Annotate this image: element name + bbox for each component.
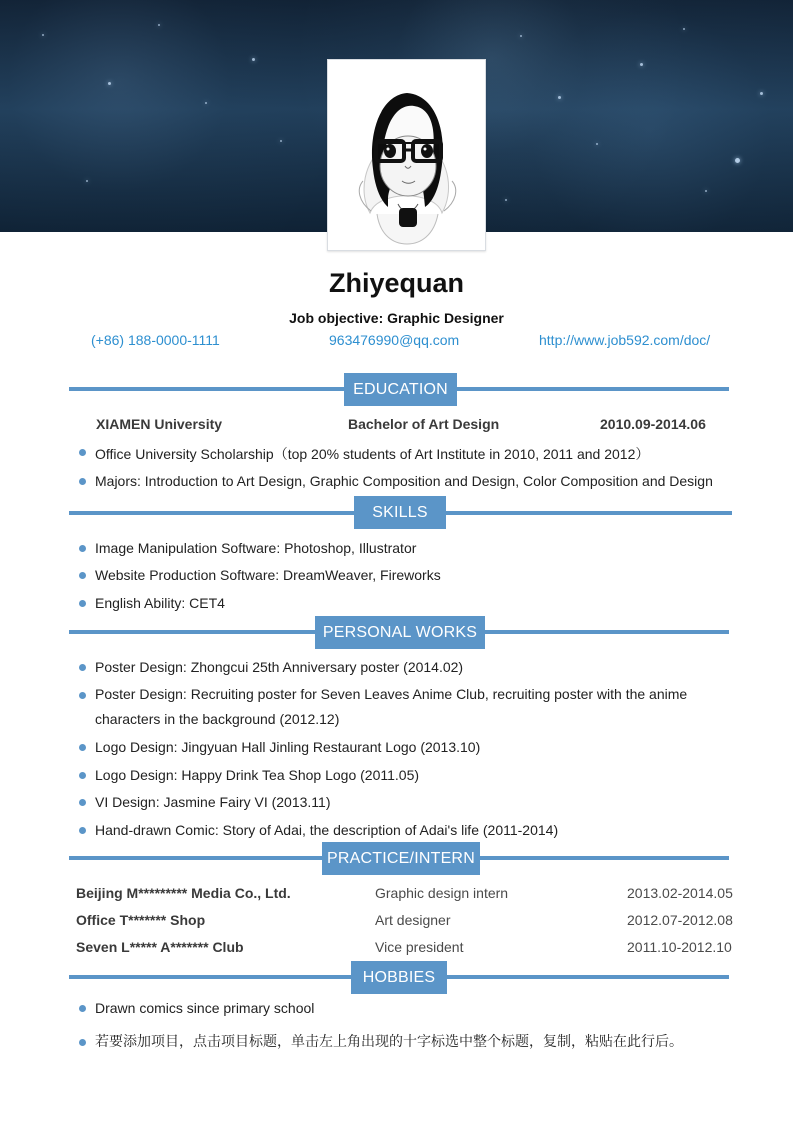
work-item: VI Design: Jasmine Fairy VI (2013.11) bbox=[95, 794, 331, 810]
work-item: Poster Design: Zhongcui 25th Anniversary poster (2014.02) bbox=[95, 659, 464, 675]
education-school: XIAMEN University bbox=[96, 416, 223, 432]
skills-heading: SKILLS bbox=[354, 496, 446, 529]
star-icon bbox=[558, 96, 561, 99]
hobby-item: Drawn comics since primary school bbox=[95, 1000, 315, 1016]
bullet-dot bbox=[79, 600, 86, 607]
work-item: Poster Design: Recruiting poster for Seven Leaves Anime Club, recruiting poster with the anime characters in the background (2012.12) bbox=[95, 686, 688, 727]
personal-works-heading: PERSONAL WORKS bbox=[315, 616, 485, 649]
star-icon bbox=[640, 63, 643, 66]
bullet-dot bbox=[79, 1039, 86, 1046]
work-item: Logo Design: Jingyuan Hall Jinling Restaurant Logo (2013.10) bbox=[95, 739, 481, 755]
star-icon bbox=[520, 35, 522, 37]
candidate-name: Zhiyequan bbox=[328, 268, 464, 298]
bullet-dot bbox=[79, 772, 86, 779]
star-icon bbox=[42, 34, 44, 36]
star-icon bbox=[86, 180, 88, 182]
practice-role: Vice president bbox=[375, 939, 464, 955]
skill-item: Image Manipulation Software: Photoshop, Illustrator bbox=[95, 540, 417, 556]
star-icon bbox=[596, 143, 598, 145]
profile-photo bbox=[327, 59, 486, 251]
bullet-dot bbox=[79, 572, 86, 579]
star-icon bbox=[735, 158, 740, 163]
bullet-dot bbox=[79, 545, 86, 552]
star-icon bbox=[505, 199, 507, 201]
education-item: Majors: Introduction to Art Design, Graphic Composition and Design, Color Composition and Design bbox=[95, 473, 713, 489]
bullet-dot bbox=[79, 744, 86, 751]
website-link[interactable]: http://www.job592.com/doc/ bbox=[539, 332, 711, 348]
practice-intern-heading: PRACTICE/INTERN bbox=[322, 842, 480, 875]
skill-item: English Ability: CET4 bbox=[95, 595, 225, 611]
practice-date: 2012.07-2012.08 bbox=[627, 912, 733, 928]
star-icon bbox=[205, 102, 207, 104]
job-objective: Job objective: Graphic Designer bbox=[289, 310, 504, 326]
bullet-dot bbox=[79, 692, 86, 699]
star-icon bbox=[705, 190, 707, 192]
education-heading: EDUCATION bbox=[344, 373, 457, 406]
bullet-dot bbox=[79, 1005, 86, 1012]
star-icon bbox=[760, 92, 763, 95]
hobbies-heading: HOBBIES bbox=[351, 961, 447, 994]
practice-company: Office T******* Shop bbox=[76, 912, 206, 928]
practice-role: Art designer bbox=[375, 912, 451, 928]
work-item: Hand-drawn Comic: Story of Adai, the description of Adai's life (2011-2014) bbox=[95, 822, 559, 838]
practice-role: Graphic design intern bbox=[375, 885, 509, 901]
skill-item: Website Production Software: DreamWeaver, Fireworks bbox=[95, 567, 441, 583]
education-item: Office University Scholarship（top 20% students of Art Institute in 2010, 2011 and 2012） bbox=[95, 446, 650, 462]
star-icon bbox=[158, 24, 160, 26]
star-icon bbox=[252, 58, 255, 61]
star-icon bbox=[108, 82, 111, 85]
education-date: 2010.09-2014.06 bbox=[600, 416, 706, 432]
work-item: Logo Design: Happy Drink Tea Shop Logo (2011.05) bbox=[95, 767, 420, 783]
bullet-dot bbox=[79, 827, 86, 834]
bullet-dot bbox=[79, 664, 86, 671]
cartoon-avatar-icon bbox=[328, 60, 485, 250]
bullet-dot bbox=[79, 478, 86, 485]
education-degree: Bachelor of Art Design bbox=[348, 416, 500, 432]
practice-company: Beijing M********* Media Co., Ltd. bbox=[76, 885, 291, 901]
email-link[interactable]: 963476990@qq.com bbox=[329, 332, 460, 348]
star-icon bbox=[683, 28, 685, 30]
practice-company: Seven L***** A******* Club bbox=[76, 939, 244, 955]
bullet-dot bbox=[79, 449, 86, 456]
practice-date: 2013.02-2014.05 bbox=[627, 885, 733, 901]
star-icon bbox=[280, 140, 282, 142]
bullet-dot bbox=[79, 799, 86, 806]
hobby-item: 若要添加项目，点击项目标题，单击左上角出现的十字标选中整个标题，复制，粘贴在此行后。 bbox=[95, 1034, 683, 1050]
practice-date: 2011.10-2012.10 bbox=[627, 939, 732, 955]
phone-number: (+86) 188-0000-1111 bbox=[91, 332, 220, 348]
